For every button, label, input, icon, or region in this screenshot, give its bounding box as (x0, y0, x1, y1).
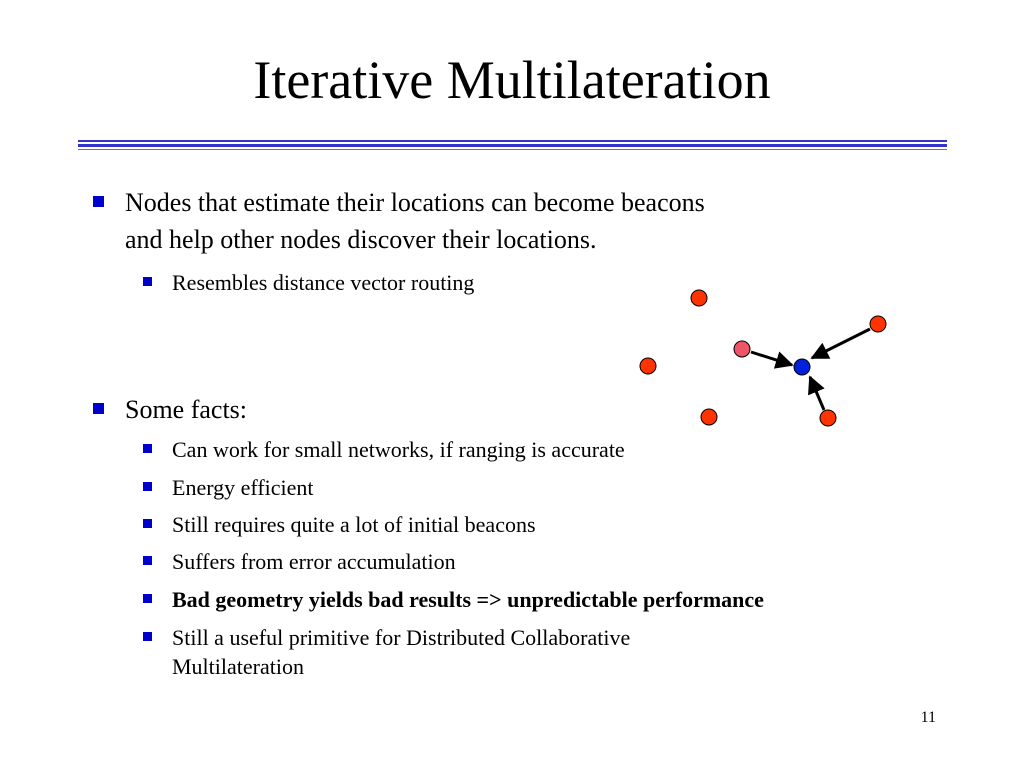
sub-bullet-square-icon (143, 277, 152, 286)
sub-bullet-item (172, 585, 764, 614)
bullet-square-icon (93, 403, 104, 414)
title-divider (78, 144, 947, 147)
ranging-arrow (812, 329, 870, 358)
bullet-square-icon (93, 196, 104, 207)
beacon-node (870, 316, 886, 332)
sub-bullet-square-icon (143, 632, 152, 641)
sub-bullet-text: Still a useful primitive for Distributed Collaborative (172, 625, 631, 650)
page-number: 11 (920, 709, 936, 726)
sub-bullet-item-continued (172, 652, 304, 681)
unknown-node (794, 359, 810, 375)
sub-bullet-text: Suffers from error accumulation (172, 549, 456, 574)
sub-bullet-square-icon (143, 556, 152, 565)
sub-bullet-text: Bad geometry yields bad results => unpredictable performance (172, 587, 764, 612)
bullet-text: Nodes that estimate their locations can become beacons (125, 188, 705, 217)
sub-bullet-text: Multilateration (172, 654, 304, 679)
sub-bullet-square-icon (143, 444, 152, 453)
bullet-item (125, 392, 247, 427)
bullet-text: and help other nodes discover their locations. (125, 225, 597, 254)
bullet-item-continued (125, 222, 596, 257)
slide-title: Iterative Multilateration (253, 50, 771, 110)
sub-bullet-square-icon (143, 594, 152, 603)
sub-bullet-item (172, 510, 536, 539)
sub-bullet-text: Resembles distance vector routing (172, 270, 475, 295)
beacon-node (691, 290, 707, 306)
network-diagram (620, 280, 900, 430)
sub-bullet-square-icon (143, 482, 152, 491)
beacon-node (701, 409, 717, 425)
title-divider (78, 140, 947, 142)
sub-bullet-text: Energy efficient (172, 475, 314, 500)
sub-bullet-item (172, 473, 314, 502)
bullet-item (125, 185, 705, 220)
title-divider (78, 149, 947, 150)
sub-bullet-item (172, 268, 474, 297)
sub-bullet-text: Still requires quite a lot of initial beacons (172, 512, 536, 537)
estimated-beacon-node (734, 341, 750, 357)
beacon-node (640, 358, 656, 374)
ranging-arrow (751, 352, 792, 365)
beacon-node (820, 410, 836, 426)
sub-bullet-item (172, 623, 630, 652)
ranging-arrow (810, 377, 824, 410)
bullet-text: Some facts: (125, 395, 248, 424)
sub-bullet-text: Can work for small networks, if ranging is accurate (172, 437, 625, 462)
sub-bullet-item (172, 547, 456, 576)
sub-bullet-square-icon (143, 519, 152, 528)
sub-bullet-item (172, 435, 625, 464)
